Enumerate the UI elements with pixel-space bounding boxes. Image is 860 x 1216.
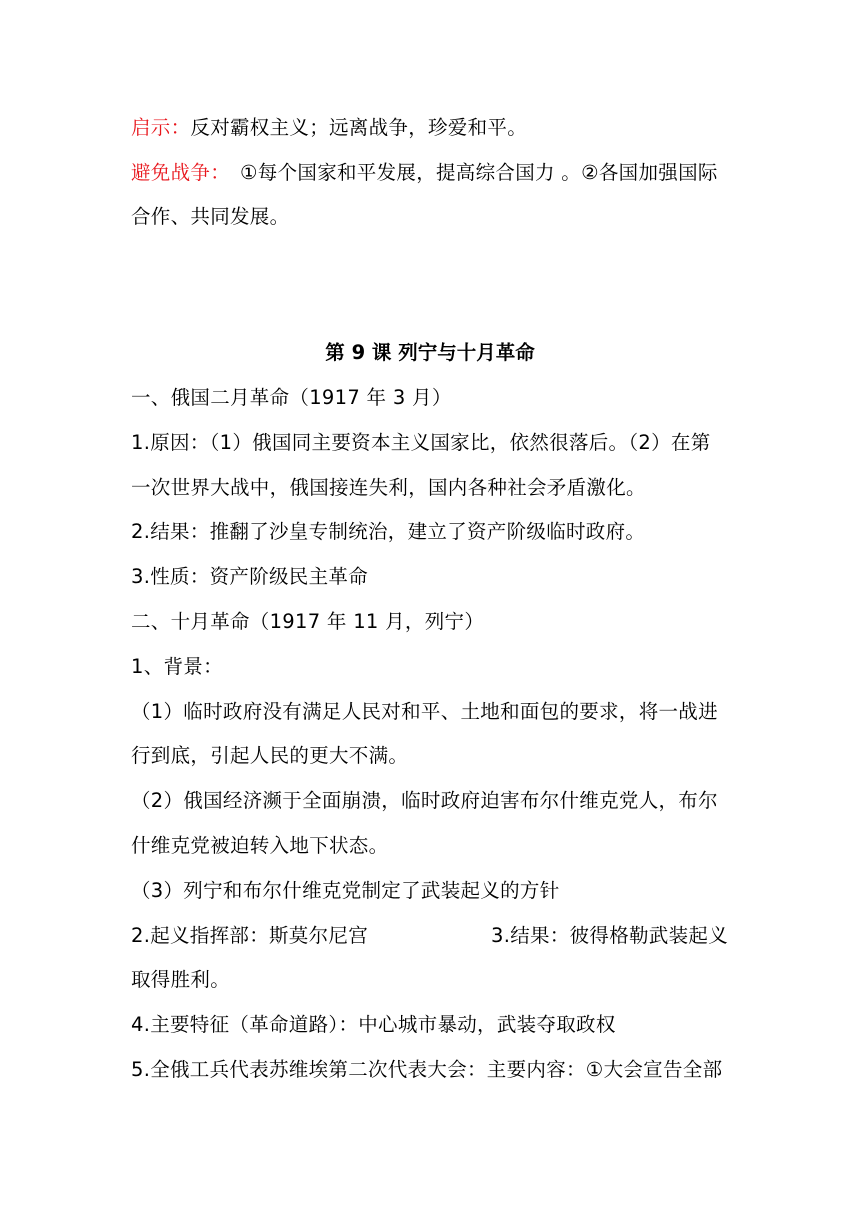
paragraph-line: （2）俄国经济濒于全面崩溃，临时政府迫害布尔什维克党人，布尔 (131, 789, 718, 812)
paragraph-line: 4.主要特征（革命道路）：中心城市暴动，武装夺取政权 (131, 1013, 616, 1036)
qishi-text: 反对霸权主义；远离战争，珍爱和平。 (190, 116, 528, 139)
bimian-text-1: ①每个国家和平发展，提高综合国力 。②各国加强国际 (240, 161, 718, 184)
section-heading: 二、十月革命（1917 年 11 月，列宁） (131, 610, 485, 633)
bimian-line-1 (131, 159, 718, 187)
paragraph-line: 3.结果：彼得格勒武装起义 (491, 924, 729, 947)
paragraph-line: 2.起义指挥部：斯莫尔尼宫 (131, 924, 369, 947)
paragraph-line: （3）列宁和布尔什维克党制定了武装起义的方针 (131, 879, 560, 902)
paragraph-line: 5.全俄工兵代表苏维埃第二次代表大会：主要内容：①大会宣告全部 (131, 1058, 723, 1081)
bimian-label: 避免战争： (131, 161, 231, 184)
paragraph-line: 什维克党被迫转入地下状态。 (131, 834, 389, 857)
paragraph-line: 2.结果：推翻了沙皇专制统治，建立了资产阶级临时政府。 (131, 520, 646, 543)
paragraph-line: 1.原因：（1）俄国同主要资本主义国家比，依然很落后。（2）在第 (131, 431, 711, 454)
paragraph-line: 取得胜利。 (131, 968, 231, 991)
paragraph-line: 一次世界大战中，俄国接连失利，国内各种社会矛盾激化。 (131, 476, 646, 499)
section-heading: 一、俄国二月革命（1917 年 3 月） (131, 386, 452, 409)
qishi-label: 启示： (131, 116, 191, 139)
bimian-line-2: 合作、共同发展。 (131, 205, 290, 228)
paragraph-line: 1、背景： (131, 655, 223, 678)
paragraph-line: 3.性质：资产阶级民主革命 (131, 565, 369, 588)
paragraph-line: （1）临时政府没有满足人民对和平、土地和面包的要求，将一战进 (131, 700, 718, 723)
qishi-line (131, 114, 527, 142)
lesson-title: 第 9 课 列宁与十月革命 (325, 341, 535, 364)
paragraph-line: 行到底，引起人民的更大不满。 (131, 744, 409, 767)
